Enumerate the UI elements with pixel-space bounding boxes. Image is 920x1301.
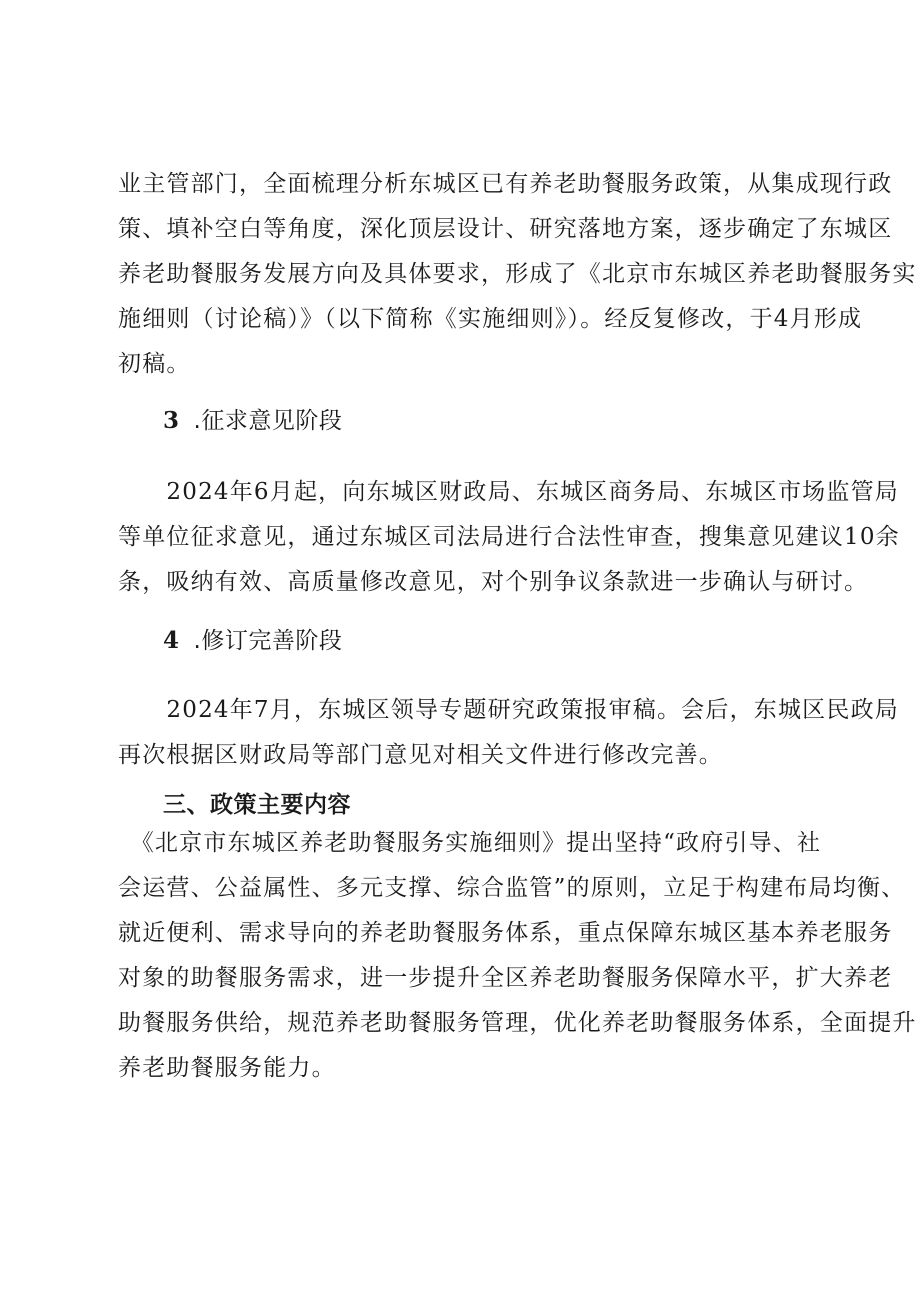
paragraph-line: 条，吸纳有效、高质量修改意见，对个别争议条款进一步确认与研讨。 (118, 569, 869, 595)
paragraph-drafting-stage (118, 162, 917, 387)
paragraph-line: 养老助餐服务能力。 (118, 1055, 336, 1081)
paragraph-line: 对象的助餐服务需求，进一步提升全区养老助餐服务保障水平，扩大养老 (118, 965, 893, 991)
paragraph-line: 助餐服务供给，规范养老助餐服务管理，优化养老助餐服务体系，全面提升 (118, 1010, 917, 1036)
paragraph-line: 施细则（讨论稿）》（以下简称《实施细则》）。经反复修改，于4月形成 (118, 306, 863, 332)
paragraph-line: 《北京市东城区养老助餐服务实施细则》提出坚持“政府引导、社 (118, 830, 822, 856)
paragraph-line: 再次根据区财政局等部门意见对相关文件进行修改完善。 (118, 742, 723, 768)
paragraph-line: 等单位征求意见，通过东城区司法局进行合法性审查，搜集意见建议10余 (118, 524, 900, 550)
paragraph-line: 2024年6月起，向东城区财政局、东城区商务局、东城区市场监管局 (118, 479, 899, 505)
heading-consultation-stage (163, 402, 342, 435)
heading-title: .修订完善阶段 (193, 628, 343, 654)
paragraph-line: 会运营、公益属性、多元支撑、综合监管”的原则，立足于构建布局均衡、 (118, 875, 906, 901)
heading-revision-stage (163, 622, 342, 655)
paragraph-line: 业主管部门，全面梳理分析东城区已有养老助餐服务政策，从集成现行政 (118, 171, 893, 197)
paragraph-line: 就近便利、需求导向的养老助餐服务体系，重点保障东城区基本养老服务 (118, 920, 893, 946)
paragraph-consultation-stage (118, 470, 900, 605)
paragraph-line: 初稿。 (118, 351, 191, 377)
section-heading-policy-content: 三、政策主要内容 (163, 792, 351, 818)
paragraph-revision-stage (118, 688, 899, 778)
heading-title: .征求意见阶段 (193, 408, 343, 434)
paragraph-line: 策、填补空白等角度，深化顶层设计、研究落地方案，逐步确定了东城区 (118, 216, 893, 242)
paragraph-policy-content (118, 821, 917, 1091)
heading-number: 3 (163, 407, 180, 434)
heading-number: 4 (163, 627, 180, 654)
paragraph-line: 养老助餐服务发展方向及具体要求，形成了《北京市东城区养老助餐服务实 (118, 261, 917, 287)
paragraph-line: 2024年7月，东城区领导专题研究政策报审稿。会后，东城区民政局 (118, 697, 899, 723)
